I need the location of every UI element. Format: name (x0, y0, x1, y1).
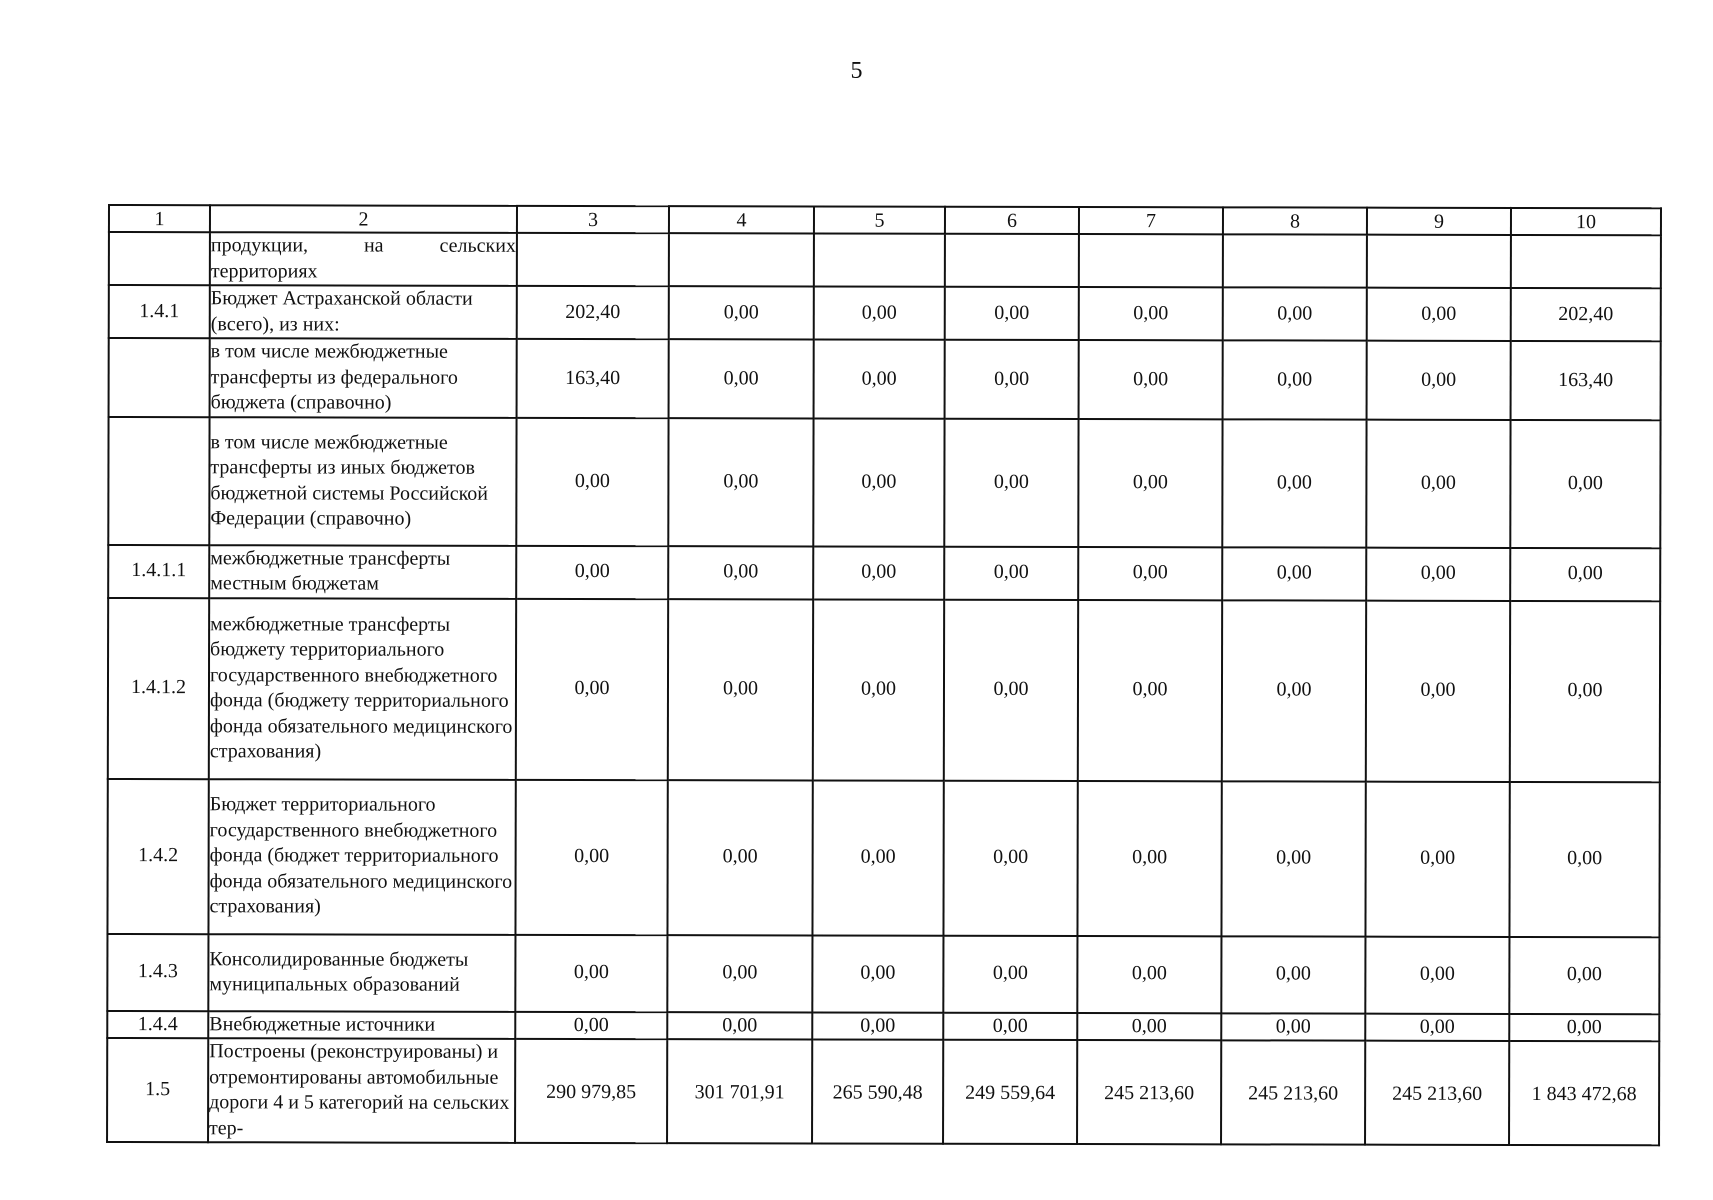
value-cell: 0,00 (669, 339, 814, 418)
budget-table (106, 204, 1662, 1146)
value-cell: 0,00 (1365, 936, 1509, 1013)
value-cell: 0,00 (1221, 936, 1365, 1013)
row-description: в том числе межбюджетные трансферты из федерального бюджета (справочно) (210, 338, 517, 417)
row-description: в том числе межбюджетные трансферты из иных бюджетов бюджетной системы Российской Федерации (справочно) (209, 417, 516, 546)
value-cell (1079, 234, 1223, 287)
column-header: 2 (210, 205, 517, 233)
value-cell: 0,00 (1367, 288, 1511, 341)
column-header: 8 (1223, 207, 1367, 234)
value-cell: 163,40 (517, 339, 669, 418)
value-cell: 1 843 472,68 (1509, 1041, 1659, 1145)
value-cell: 0,00 (668, 599, 813, 780)
value-cell: 0,00 (812, 1012, 943, 1040)
value-cell: 0,00 (1510, 547, 1660, 600)
row-number: 1.4.1.2 (108, 598, 209, 779)
row-number (109, 338, 210, 417)
page-number: 5 (850, 58, 863, 84)
value-cell: 0,00 (667, 935, 812, 1012)
value-cell: 0,00 (812, 935, 943, 1012)
row-description: Бюджет Астраханской области (всего), из них: (210, 285, 517, 339)
row-number: 1.4.1.1 (108, 545, 209, 598)
table-row (108, 417, 1660, 548)
table-row (107, 779, 1659, 937)
value-cell: 0,00 (1077, 781, 1221, 936)
value-cell: 0,00 (1078, 600, 1222, 781)
value-cell (517, 233, 669, 286)
column-header: 7 (1079, 207, 1223, 234)
row-number (109, 232, 210, 285)
value-cell (1367, 235, 1511, 288)
value-cell: 0,00 (1510, 419, 1660, 547)
value-cell: 290 979,85 (515, 1039, 667, 1143)
value-cell: 0,00 (814, 286, 945, 339)
row-description: Консолидированные бюджеты муниципальных образований (208, 934, 515, 1012)
table-row (108, 598, 1660, 782)
value-cell: 0,00 (813, 418, 944, 546)
value-cell: 0,00 (515, 934, 667, 1011)
value-cell: 0,00 (1078, 547, 1222, 600)
column-header: 3 (517, 206, 669, 233)
value-cell: 0,00 (1222, 600, 1366, 781)
value-cell: 0,00 (516, 598, 668, 779)
value-cell: 0,00 (1223, 340, 1367, 419)
value-cell: 0,00 (813, 546, 944, 599)
table-row (108, 545, 1660, 601)
value-cell: 245 213,60 (1221, 1040, 1365, 1144)
value-cell: 0,00 (813, 599, 944, 780)
value-cell: 265 590,48 (812, 1039, 943, 1143)
row-description: Бюджет территориального государственного внебюджетного фонда (бюджет территориального фонда обязательного медицинского страхования) (208, 779, 515, 935)
value-cell: 0,00 (1222, 547, 1366, 600)
value-cell (1511, 235, 1661, 288)
table-body (107, 232, 1661, 1145)
value-cell: 0,00 (812, 780, 943, 935)
column-header: 5 (814, 206, 945, 233)
value-cell: 0,00 (667, 780, 812, 935)
value-cell: 0,00 (667, 1012, 812, 1040)
value-cell: 0,00 (516, 545, 668, 598)
value-cell: 0,00 (515, 1011, 667, 1039)
value-cell: 301 701,91 (667, 1039, 812, 1143)
value-cell: 0,00 (1223, 287, 1367, 340)
value-cell: 249 559,64 (943, 1040, 1077, 1144)
row-description: Построены (реконструированы) и отремонтированы автомобильные дороги 4 и 5 категорий на сельских тер- (208, 1038, 515, 1143)
value-cell: 0,00 (943, 780, 1077, 935)
row-number: 1.4.4 (107, 1011, 208, 1039)
row-number: 1.4.2 (107, 779, 208, 934)
table-row (107, 934, 1659, 1014)
header-row (109, 205, 1661, 235)
value-cell: 0,00 (1077, 1013, 1221, 1041)
value-cell: 0,00 (668, 546, 813, 599)
value-cell: 0,00 (1078, 419, 1222, 547)
value-cell: 0,00 (944, 418, 1078, 546)
row-number (108, 417, 209, 545)
value-cell: 0,00 (945, 287, 1079, 340)
value-cell (945, 234, 1079, 287)
value-cell: 0,00 (943, 1012, 1077, 1040)
table-row (109, 232, 1661, 288)
value-cell: 0,00 (1221, 1013, 1365, 1041)
row-number: 1.4.3 (107, 934, 208, 1011)
column-header: 6 (945, 207, 1079, 234)
table-row (109, 338, 1661, 420)
column-header: 10 (1511, 208, 1661, 235)
value-cell: 0,00 (1366, 600, 1510, 781)
value-cell: 0,00 (1509, 936, 1659, 1013)
value-cell: 0,00 (944, 546, 1078, 599)
value-cell: 0,00 (1366, 419, 1510, 547)
value-cell (814, 233, 945, 286)
value-cell: 0,00 (516, 417, 668, 545)
row-description: межбюджетные трансферты бюджету территориального государственного внебюджетного фонда (бюджету территориального фонда обязательного медицинского страхования) (209, 598, 516, 780)
value-cell: 0,00 (1222, 419, 1366, 547)
value-cell: 0,00 (1367, 341, 1511, 420)
column-header: 4 (669, 206, 814, 233)
value-cell: 0,00 (1510, 600, 1660, 781)
table-row (107, 1011, 1659, 1042)
value-cell: 0,00 (945, 340, 1079, 419)
value-cell: 0,00 (943, 935, 1077, 1012)
value-cell: 202,40 (1511, 288, 1661, 341)
value-cell (1223, 234, 1367, 287)
value-cell: 0,00 (668, 418, 813, 546)
value-cell: 0,00 (814, 339, 945, 418)
value-cell: 0,00 (1221, 781, 1365, 936)
value-cell: 0,00 (1509, 781, 1659, 936)
value-cell: 0,00 (1079, 287, 1223, 340)
value-cell: 245 213,60 (1365, 1041, 1509, 1145)
table-row (107, 1038, 1659, 1145)
value-cell: 0,00 (669, 286, 814, 339)
row-description: Внебюджетные источники (208, 1011, 515, 1039)
value-cell: 245 213,60 (1077, 1040, 1221, 1144)
value-cell: 0,00 (515, 779, 667, 934)
column-header: 9 (1367, 208, 1511, 235)
row-number: 1.5 (107, 1038, 208, 1142)
table-row (109, 285, 1661, 341)
value-cell: 202,40 (517, 286, 669, 339)
value-cell: 0,00 (1365, 1013, 1509, 1041)
value-cell: 0,00 (1365, 781, 1509, 936)
value-cell (669, 233, 814, 286)
value-cell: 0,00 (1509, 1013, 1659, 1041)
value-cell: 163,40 (1511, 341, 1661, 420)
value-cell: 0,00 (1077, 936, 1221, 1013)
row-number: 1.4.1 (109, 285, 210, 338)
value-cell: 0,00 (944, 599, 1078, 780)
column-header: 1 (109, 205, 210, 232)
value-cell: 0,00 (1079, 340, 1223, 419)
row-description: продукции, на сельских территориях (210, 232, 517, 286)
value-cell: 0,00 (1366, 547, 1510, 600)
row-description: межбюджетные трансферты местным бюджетам (209, 545, 516, 599)
